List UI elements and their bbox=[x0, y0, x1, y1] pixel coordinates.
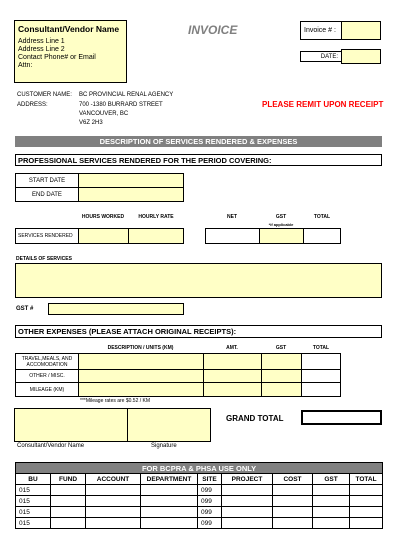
expense-row-travel-amt[interactable] bbox=[203, 353, 262, 370]
vendor-contact: Contact Phone# or Email bbox=[18, 54, 96, 61]
col-bu-header: BU bbox=[16, 474, 51, 485]
table-row bbox=[16, 507, 383, 518]
hours-worked-field[interactable] bbox=[78, 228, 129, 244]
expense-row-travel-gst[interactable] bbox=[261, 353, 302, 370]
table-row bbox=[16, 485, 383, 496]
cell-cost[interactable] bbox=[273, 507, 313, 518]
cell-project[interactable] bbox=[222, 496, 273, 507]
cell-gst[interactable] bbox=[313, 485, 350, 496]
cell-cost[interactable] bbox=[273, 485, 313, 496]
start-date-label: START DATE bbox=[15, 173, 79, 188]
customer-address-label: ADDRESS: bbox=[17, 102, 48, 108]
net-header: NET bbox=[227, 214, 237, 220]
vendor-name-sign-label: Consultant/Vendor Name bbox=[17, 443, 85, 449]
table-row bbox=[16, 518, 383, 529]
cell-fund[interactable] bbox=[51, 485, 86, 496]
cell-site: 099 bbox=[198, 518, 222, 529]
expense-row-travel-desc[interactable] bbox=[78, 353, 204, 370]
bcpra-header-row bbox=[16, 474, 383, 485]
professional-services-header: PROFESSIONAL SERVICES RENDERED FOR THE PERIOD COVERING: bbox=[15, 154, 382, 166]
col-fund-header: FUND bbox=[51, 474, 86, 485]
col-total-header: TOTAL bbox=[350, 474, 383, 485]
cell-bu: 015 bbox=[16, 507, 51, 518]
cell-total[interactable] bbox=[350, 496, 383, 507]
vendor-name: Consultant/Vendor Name bbox=[18, 24, 120, 34]
vendor-info-box[interactable] bbox=[14, 20, 127, 83]
end-date-field[interactable] bbox=[78, 187, 184, 202]
hourly-rate-field[interactable] bbox=[128, 228, 184, 244]
col-department-header: DEPARTMENT bbox=[141, 474, 198, 485]
vendor-name-sign-field[interactable] bbox=[14, 408, 128, 442]
customer-name-value: BC PROVINCIAL RENAL AGENCY bbox=[79, 92, 174, 98]
col-project-header: PROJECT bbox=[222, 474, 273, 485]
gst-header: GST bbox=[275, 214, 287, 220]
customer-address-line-3: V6Z 2H3 bbox=[79, 120, 103, 126]
cell-total[interactable] bbox=[350, 485, 383, 496]
cell-gst[interactable] bbox=[313, 518, 350, 529]
cell-total[interactable] bbox=[350, 507, 383, 518]
cell-department[interactable] bbox=[141, 507, 198, 518]
expense-row-other-label: OTHER / MISC. bbox=[15, 369, 79, 383]
details-of-services-label: DETAILS OF SERVICES bbox=[16, 256, 72, 262]
customer-address-line-2: VANCOUVER, BC bbox=[79, 111, 129, 117]
cell-bu: 015 bbox=[16, 518, 51, 529]
gst-number-label: GST # bbox=[16, 306, 34, 312]
expense-row-travel-label: TRAVEL,MEALS, AND ACCOMODATION bbox=[15, 353, 79, 370]
customer-name-label: CUSTOMER NAME: bbox=[17, 92, 72, 98]
cell-project[interactable] bbox=[222, 485, 273, 496]
cell-gst[interactable] bbox=[313, 507, 350, 518]
vendor-address-line-2: Address Line 2 bbox=[18, 46, 65, 53]
vendor-address-line-1: Address Line 1 bbox=[18, 38, 65, 45]
cell-department[interactable] bbox=[141, 485, 198, 496]
grand-total-field[interactable] bbox=[301, 410, 382, 425]
expense-gst-header: GST bbox=[275, 345, 287, 351]
services-rendered-label: SERVICES RENDERED bbox=[15, 228, 79, 244]
expense-row-other-total[interactable] bbox=[301, 369, 341, 383]
col-gst-header: GST bbox=[313, 474, 350, 485]
cell-fund[interactable] bbox=[51, 507, 86, 518]
end-date-label: END DATE bbox=[15, 187, 79, 202]
date-field[interactable] bbox=[341, 49, 381, 64]
hourly-rate-header: HOURLY RATE bbox=[138, 214, 174, 220]
expense-row-mileage-label: MILEAGE (KM) bbox=[15, 382, 79, 397]
cell-fund[interactable] bbox=[51, 496, 86, 507]
expense-row-mileage-gst[interactable] bbox=[261, 382, 302, 397]
total-field[interactable] bbox=[303, 228, 341, 244]
expense-description-header: DESCRIPTION / UNITS (KM) bbox=[107, 345, 174, 351]
signature-label: Signature bbox=[151, 443, 177, 449]
invoice-number-field[interactable] bbox=[341, 21, 381, 40]
expense-row-mileage-total[interactable] bbox=[301, 382, 341, 397]
cell-fund[interactable] bbox=[51, 518, 86, 529]
bcpra-banner: FOR BCPRA & PHSA USE ONLY bbox=[16, 463, 383, 474]
gst-field[interactable] bbox=[259, 228, 304, 244]
cell-account[interactable] bbox=[86, 496, 141, 507]
cell-gst[interactable] bbox=[313, 496, 350, 507]
col-site-header: SITE bbox=[198, 474, 222, 485]
cell-account[interactable] bbox=[86, 485, 141, 496]
signature-field[interactable] bbox=[127, 408, 211, 442]
expense-row-other-gst[interactable] bbox=[261, 369, 302, 383]
description-banner bbox=[15, 136, 382, 147]
bcpra-use-table bbox=[15, 462, 383, 529]
cell-cost[interactable] bbox=[273, 496, 313, 507]
col-account-header: ACCOUNT bbox=[86, 474, 141, 485]
expense-row-mileage-desc[interactable] bbox=[78, 382, 204, 397]
table-row bbox=[16, 496, 383, 507]
cell-bu: 015 bbox=[16, 485, 51, 496]
vendor-attn: Attn: bbox=[18, 62, 33, 69]
cell-account[interactable] bbox=[86, 518, 141, 529]
expense-amt-header: AMT. bbox=[226, 345, 238, 351]
expense-row-travel-total[interactable] bbox=[301, 353, 341, 370]
col-cost-header: COST bbox=[273, 474, 313, 485]
cell-department[interactable] bbox=[141, 518, 198, 529]
expense-row-other-desc[interactable] bbox=[78, 369, 204, 383]
cell-bu: 015 bbox=[16, 496, 51, 507]
remit-notice: PLEASE REMIT UPON RECEIPT bbox=[262, 100, 384, 109]
date-label: DATE: bbox=[300, 51, 342, 62]
description-banner-text: DESCRIPTION OF SERVICES RENDERED & EXPENSES bbox=[99, 137, 298, 146]
cell-cost[interactable] bbox=[273, 518, 313, 529]
gst-note: *if applicable bbox=[268, 222, 294, 227]
cell-project[interactable] bbox=[222, 507, 273, 518]
invoice-title: INVOICE bbox=[188, 23, 238, 37]
cell-account[interactable] bbox=[86, 507, 141, 518]
mileage-rate-note: ***Mileage rates are $0.52 / KM bbox=[80, 398, 151, 404]
cell-site: 099 bbox=[198, 507, 222, 518]
expense-total-header: TOTAL bbox=[312, 345, 330, 351]
other-expenses-header: OTHER EXPENSES (PLEASE ATTACH ORIGINAL RECEIPTS): bbox=[15, 325, 382, 338]
start-date-field[interactable] bbox=[78, 173, 184, 188]
net-field[interactable] bbox=[205, 228, 260, 244]
expense-row-other-amt[interactable] bbox=[203, 369, 262, 383]
customer-address-line-1: 700 -1380 BURRARD STREET bbox=[79, 102, 163, 108]
total-header: TOTAL bbox=[313, 214, 331, 220]
cell-site: 099 bbox=[198, 485, 222, 496]
cell-project[interactable] bbox=[222, 518, 273, 529]
grand-total-label: GRAND TOTAL bbox=[226, 414, 284, 423]
gst-number-field[interactable] bbox=[48, 303, 184, 315]
hours-worked-header: HOURS WORKED bbox=[81, 214, 125, 220]
details-of-services-field[interactable] bbox=[15, 263, 382, 298]
expense-row-mileage-amt[interactable] bbox=[203, 382, 262, 397]
cell-site: 099 bbox=[198, 496, 222, 507]
invoice-number-label: Invoice # : bbox=[300, 21, 342, 40]
cell-total[interactable] bbox=[350, 518, 383, 529]
cell-department[interactable] bbox=[141, 496, 198, 507]
